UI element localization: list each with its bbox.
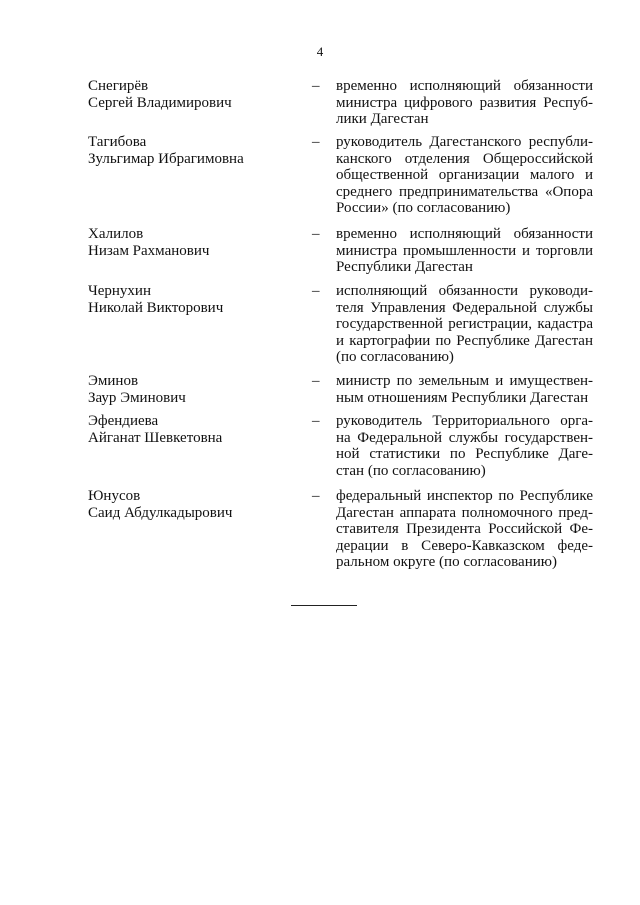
member-role <box>336 226 593 276</box>
member-name <box>88 373 293 406</box>
member-role <box>336 78 593 128</box>
role-line: временно исполняющий обязанности <box>336 226 593 242</box>
member-surname: Халилов <box>88 226 144 242</box>
role-line: России» (по согласованию) <box>336 200 511 216</box>
role-line: федеральный инспектор по Республике <box>336 488 593 504</box>
role-line: теля Управления Федеральной службы <box>336 299 593 316</box>
member-name <box>88 226 293 259</box>
member-name <box>88 488 293 521</box>
member-surname: Эфендиева <box>88 413 159 429</box>
member-surname: Тагибова <box>88 134 147 150</box>
member-role <box>336 373 593 406</box>
role-line: руководитель Территориального орга- <box>336 413 593 429</box>
role-line: стан (по согласованию) <box>336 462 486 479</box>
role-line: министр по земельным и имуществен- <box>336 373 593 389</box>
member-surname: Чернухин <box>88 283 151 299</box>
role-line: Республики Дагестан <box>336 259 473 275</box>
dash-separator: – <box>312 78 320 94</box>
role-line: временно исполняющий обязанности <box>336 78 593 94</box>
member-name <box>88 78 293 111</box>
role-line: ставителя Президента Российской Фе- <box>336 521 593 537</box>
role-line: министра цифрового развития Респуб- <box>336 94 593 111</box>
member-given-name: Зульгимар Ибрагимовна <box>88 150 244 167</box>
role-line: канского отделения Общероссийской <box>336 150 593 167</box>
role-line: лики Дагестан <box>336 111 429 127</box>
role-line: ральном округе (по согласованию) <box>336 554 557 570</box>
member-role <box>336 283 593 366</box>
member-surname: Эминов <box>88 373 139 389</box>
page-number: 4 <box>316 44 324 59</box>
dash-separator: – <box>312 488 320 504</box>
member-given-name: Сергей Владимирович <box>88 94 232 111</box>
role-line: руководитель Дагестанского республи- <box>336 134 593 150</box>
role-line: ной статистики по Республике Даге- <box>336 446 593 462</box>
member-given-name: Низам Рахманович <box>88 242 210 259</box>
member-surname: Снегирёв <box>88 78 149 94</box>
role-line: на Федеральной службы государствен- <box>336 429 593 446</box>
role-line: министра промышленности и торговли <box>336 242 593 259</box>
role-line: среднего предпринимательства «Опора <box>336 183 593 200</box>
role-line: и картографии по Республике Дагестан <box>336 332 593 349</box>
role-line: (по согласованию) <box>336 349 454 365</box>
role-line: ным отношениям Республики Дагестан <box>336 389 589 406</box>
role-line: дерации в Северо-Кавказском феде- <box>336 537 593 554</box>
role-line: исполняющий обязанности руководи- <box>336 283 593 299</box>
role-line: государственной регистрации, кадастра <box>336 316 593 332</box>
dash-separator: – <box>312 413 320 429</box>
member-given-name: Саид Абдулкадырович <box>88 504 233 521</box>
member-role <box>336 488 593 571</box>
member-role <box>336 413 593 479</box>
end-divider <box>291 605 357 606</box>
role-line: Дагестан аппарата полномочного пред- <box>336 504 593 521</box>
member-given-name: Айганат Шевкетовна <box>88 429 223 446</box>
dash-separator: – <box>312 226 320 242</box>
member-name <box>88 134 293 167</box>
member-given-name: Николай Викторович <box>88 299 224 316</box>
member-role <box>336 134 593 217</box>
member-name <box>88 413 293 446</box>
role-line: общественной организации малого и <box>336 167 593 183</box>
dash-separator: – <box>312 283 320 299</box>
member-given-name: Заур Эминович <box>88 389 186 406</box>
member-surname: Юнусов <box>88 488 141 504</box>
dash-separator: – <box>312 134 320 150</box>
member-name <box>88 283 293 316</box>
dash-separator: – <box>312 373 320 389</box>
